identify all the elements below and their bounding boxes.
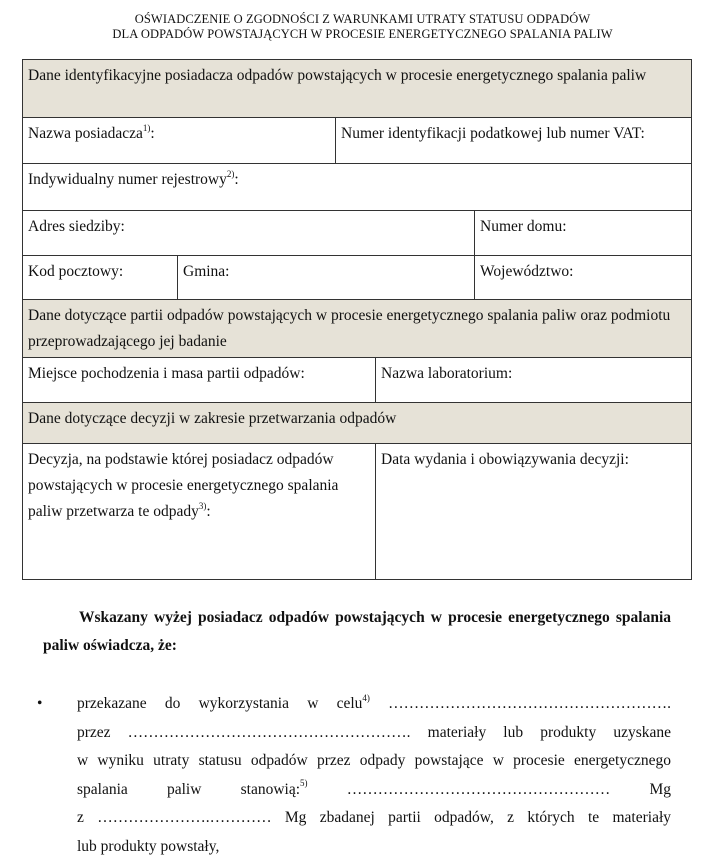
municipality-field[interactable] bbox=[178, 256, 475, 300]
title-line-2: DLA ODPADÓW POWSTAJĄCYCH W PROCESIE ENERGETYCZNEGO SPALANIA PALIW bbox=[112, 27, 613, 41]
bullet-line-4-text: spalania paliw stanowią: bbox=[77, 780, 301, 798]
holder-name-label: Nazwa posiadacza bbox=[28, 125, 143, 142]
purpose-blank[interactable]: ………………………………………………. bbox=[388, 695, 672, 712]
section-header-decision-data: Dane dotyczące decyzji w zakresie przetwarzania odpadów bbox=[23, 403, 692, 444]
tax-id-field[interactable] bbox=[336, 118, 692, 164]
decision-date-label: Data wydania i obowiązywania decyzji: bbox=[381, 451, 629, 468]
lab-name-label: Nazwa laboratorium: bbox=[381, 365, 513, 382]
mass-blank[interactable]: …………………………………………… Mg bbox=[346, 780, 672, 798]
bullet-line-1 bbox=[77, 690, 671, 719]
document-title bbox=[0, 12, 725, 42]
origin-mass-field[interactable] bbox=[23, 358, 376, 403]
bullet-line-4 bbox=[77, 776, 671, 805]
municipality-label: Gmina: bbox=[183, 263, 230, 280]
lab-name-field[interactable] bbox=[376, 358, 692, 403]
bullet-line-6: lub produkty powstały, bbox=[77, 837, 220, 855]
registry-number-label: Indywidualny numer rejestrowy bbox=[28, 171, 227, 188]
voivodeship-label: Województwo: bbox=[480, 263, 574, 280]
address-label: Adres siedziby: bbox=[28, 218, 125, 235]
declaration-statement: Wskazany wyżej posiadacz odpadów powstających w procesie energetycznego spalania paliw oświadcza, że: bbox=[43, 609, 671, 654]
bullet-symbol: • bbox=[37, 695, 43, 712]
house-number-field[interactable] bbox=[475, 211, 692, 256]
origin-mass-label: Miejsce pochodzenia i masa partii odpadów: bbox=[28, 365, 305, 382]
footnote-ref-2: 2) bbox=[226, 168, 235, 179]
address-field[interactable] bbox=[23, 211, 475, 256]
bullet-item bbox=[37, 690, 671, 861]
postal-code-field[interactable] bbox=[23, 256, 178, 300]
bullet-line-1-text: przekazane do wykorzystania w celu bbox=[77, 695, 363, 712]
house-number-label: Numer domu: bbox=[480, 218, 567, 235]
footnote-ref-1: 1) bbox=[142, 122, 151, 133]
tax-id-label: Numer identyfikacji podatkowej lub numer VAT: bbox=[341, 125, 645, 142]
decision-date-field[interactable] bbox=[376, 444, 692, 580]
voivodeship-field[interactable] bbox=[475, 256, 692, 300]
holder-name-field[interactable]: Nazwa posiadacza$^{1)}$: bbox=[23, 118, 336, 164]
decision-label: Decyzja, na podstawie której posiadacz odpadów powstających w procesie energetycznego spalania paliw przetwarza te odpady bbox=[28, 451, 339, 520]
declaration-form-table bbox=[22, 59, 692, 580]
registry-number-field[interactable]: Indywidualny numer rejestrowy$^{2)}$: bbox=[23, 164, 692, 211]
bullet-line-5: z ………………….………… Mg zbadanej partii odpadów, z których te materiały bbox=[77, 809, 671, 826]
bullet-line-3: w wyniku utraty statusu odpadów przez odpady powstające w procesie energetycznego bbox=[77, 752, 671, 769]
bullet-text bbox=[77, 690, 671, 861]
bullet-line-2: przez ………………………………………………. materiały lub produkty uzyskane bbox=[77, 723, 671, 741]
postal-code-label: Kod pocztowy: bbox=[28, 263, 124, 280]
footnote-ref-5: 5) bbox=[300, 778, 308, 789]
decision-field[interactable]: Decyzja, na podstawie której posiadacz odpadów powstających w procesie energetycznego spalania paliw przetwarza te odpady$^{3)}$: bbox=[23, 444, 376, 580]
footnote-ref-4: 4) bbox=[362, 692, 370, 703]
title-line-1: OŚWIADCZENIE O ZGODNOŚCI Z WARUNKAMI UTRATY STATUSU ODPADÓW bbox=[134, 12, 591, 26]
section-header-batch-data: Dane dotyczące partii odpadów powstających w procesie energetycznego spalania paliw oraz podmiotu przeprowadzającego jej badanie bbox=[23, 300, 692, 358]
footnote-ref-3: 3) bbox=[198, 500, 207, 511]
section-header-holder-data: Dane identyfikacyjne posiadacza odpadów powstających w procesie energetycznego spalania paliw bbox=[23, 60, 692, 118]
